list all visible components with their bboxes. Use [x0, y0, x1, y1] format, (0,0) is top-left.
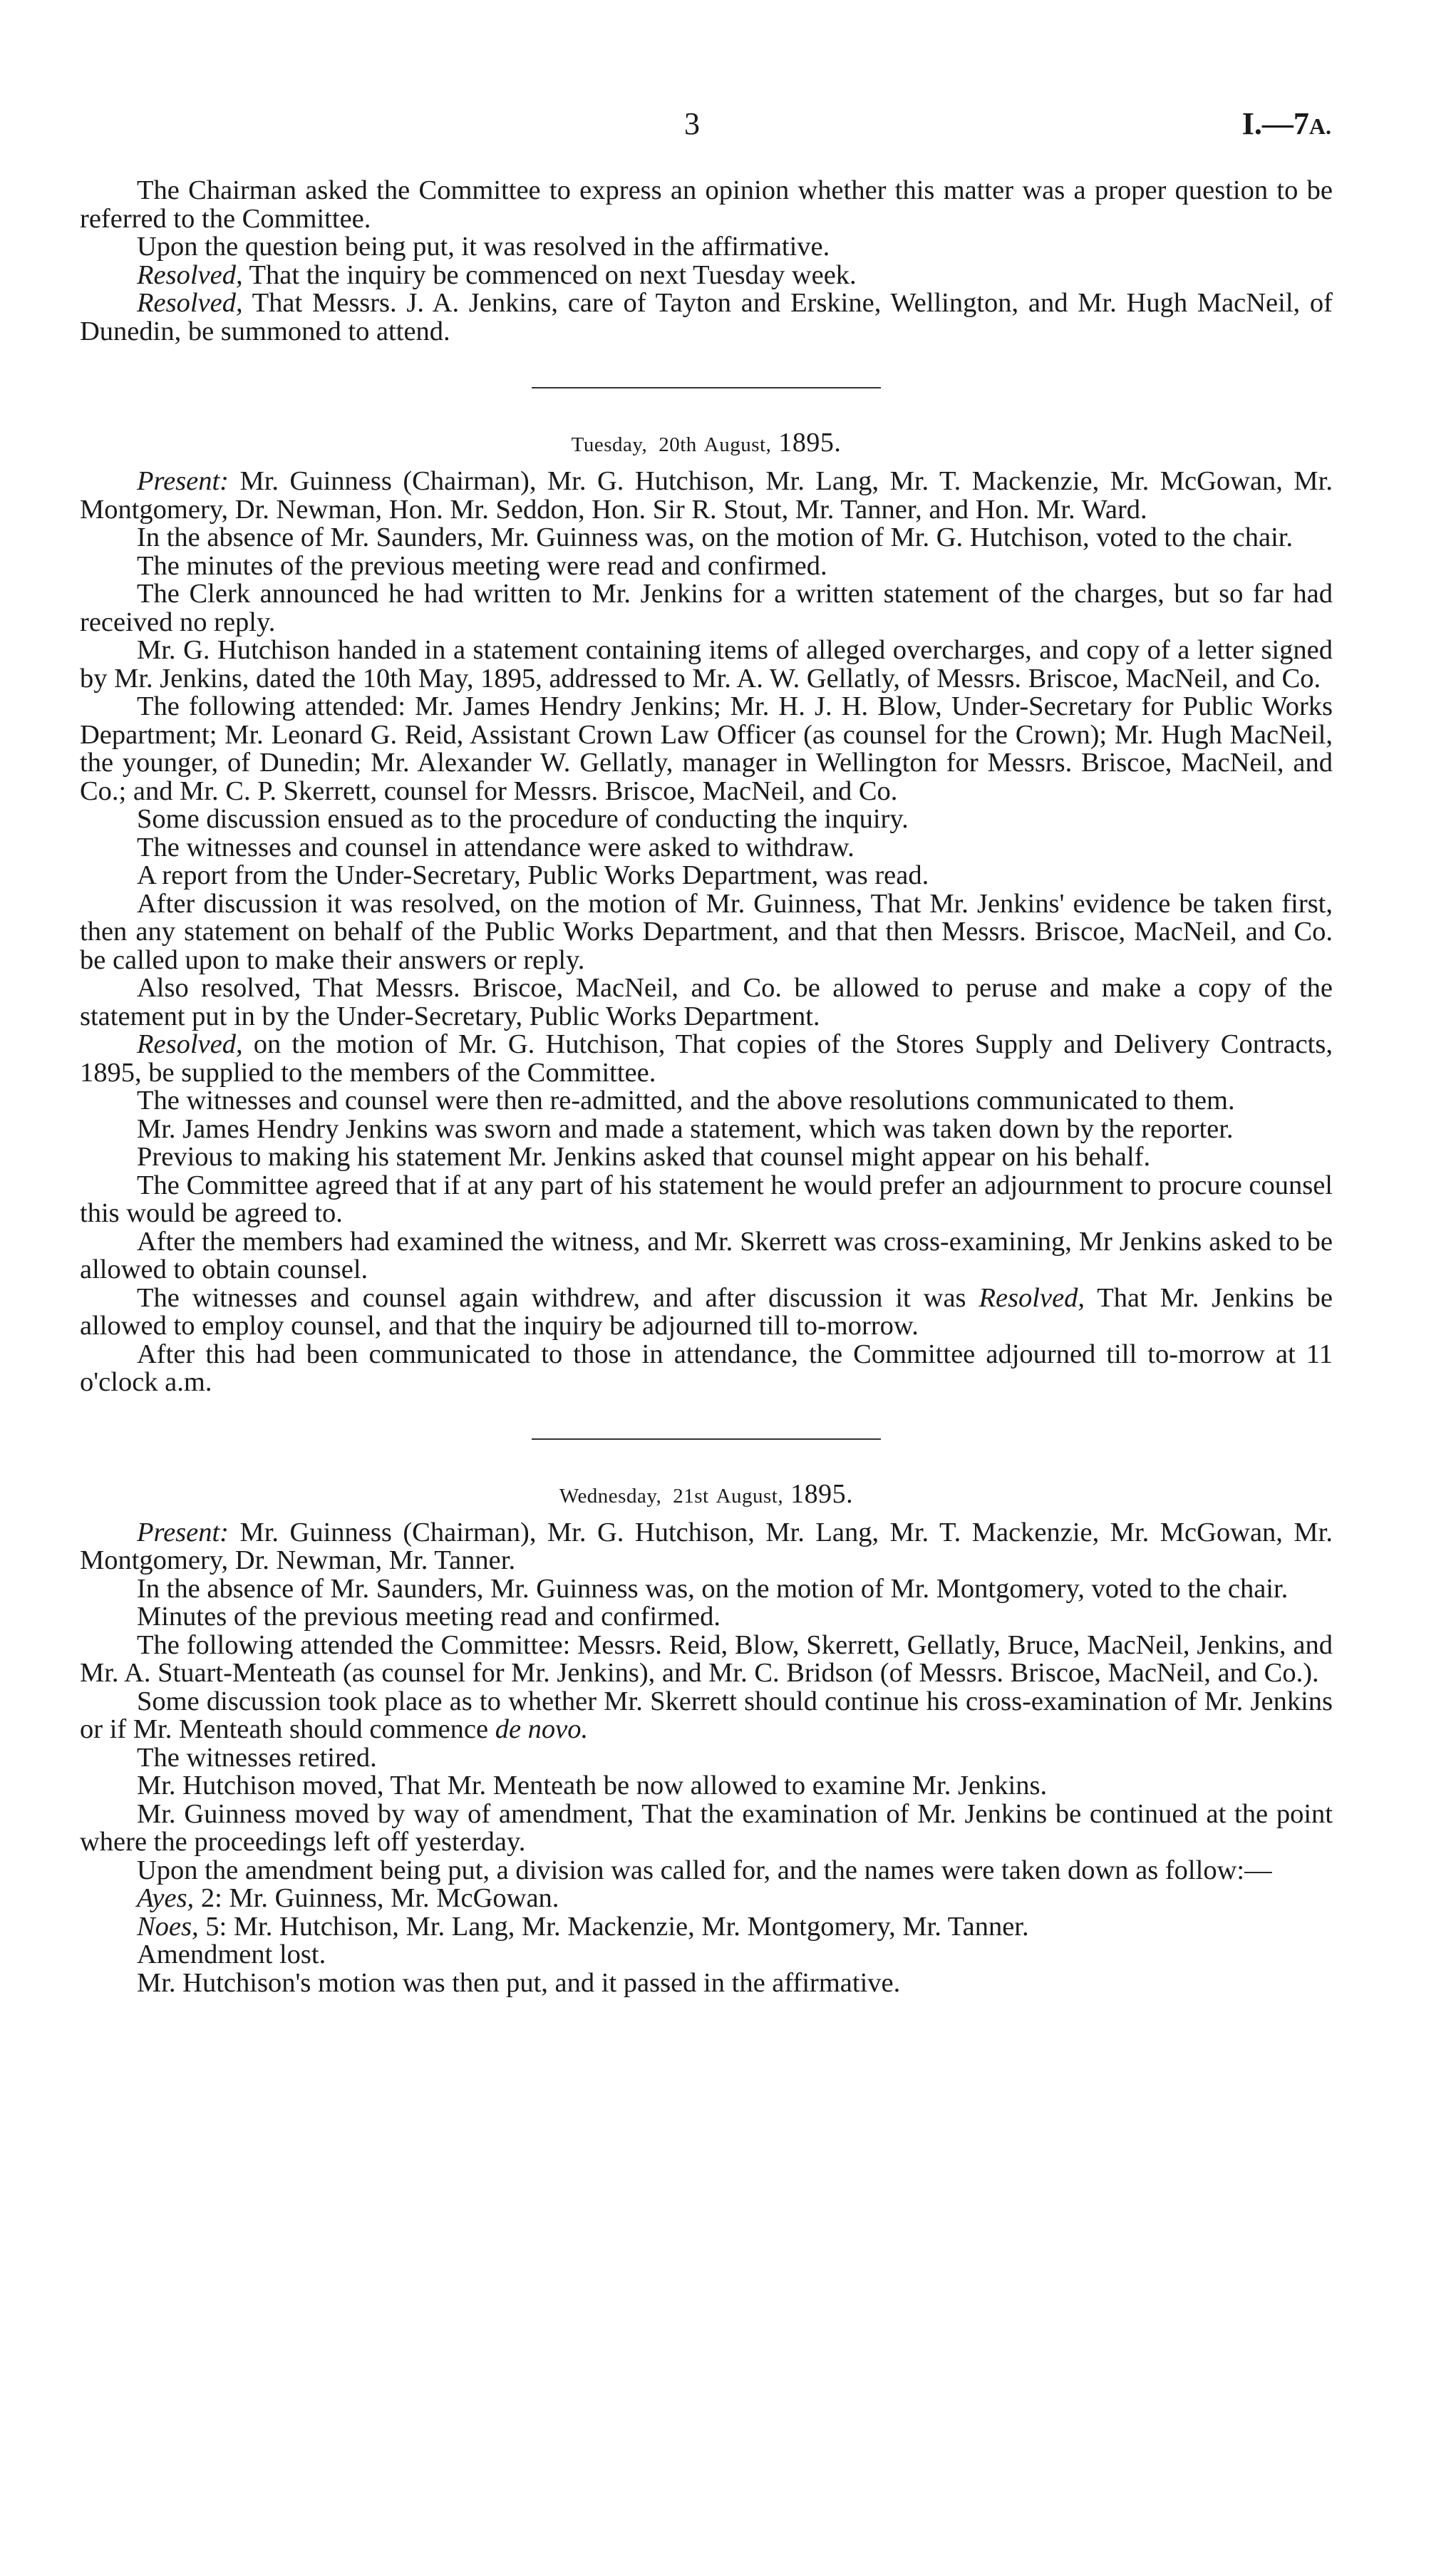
- paragraph: The Chairman asked the Committee to express an opinion whether this matter was a proper question to be referred to the Committee.: [80, 175, 1333, 234]
- section-divider: [532, 387, 881, 388]
- paragraph: The following attended the Committee: Messrs. Reid, Blow, Skerrett, Gellatly, Bruce, MacNeil, Jenkins, and Mr. A. Stuart-Menteath (as counsel for Mr. Jenkins), and Mr. C. Bridson (of Messrs. Briscoe, MacNeil, and Co.).: [80, 1629, 1333, 1688]
- paragraph: Minutes of the previous meeting read and confirmed.: [137, 1602, 721, 1632]
- paragraph: Amendment lost.: [137, 1939, 326, 1969]
- paragraph: Some discussion took place as to whether Mr. Skerrett should continue his cross-examination of Mr. Jenkins or if Mr. Menteath should commence de novo.: [80, 1686, 1333, 1744]
- document-body: [80, 177, 1333, 1997]
- paragraph: After the members had examined the witness, and Mr. Skerrett was cross-examining, Mr Jenkins asked to be allowed to obtain counsel.: [80, 1226, 1333, 1284]
- section-tuesday: [80, 428, 1333, 1397]
- paragraph: The Committee agreed that if at any part of his statement he would prefer an adjournment to procure counsel this would be agreed to.: [80, 1170, 1333, 1228]
- paragraph: Mr. G. Hutchison handed in a statement containing items of alleged overcharges, and copy of a letter signed by Mr. Jenkins, dated the 10th May, 1895, addressed to Mr. A. W. Gellatly, of Messrs. Briscoe, MacNeil, and Co.: [80, 635, 1333, 694]
- paragraph: The following attended: Mr. James Hendry Jenkins; Mr. H. J. H. Blow, Under-Secretary for Public Works Department; Mr. Leonard G. Reid, Assistant Crown Law Officer (as counsel for the Crown); Mr. Hugh MacNeil, the younger, of Dunedin; Mr. Alexander W. Gellatly, manager in Wellington for Messrs. Briscoe, MacNeil, and Co.; and Mr. C. P. Skerrett, counsel for Messrs. Briscoe, MacNeil, and Co.: [80, 691, 1333, 806]
- paragraph: Mr. James Hendry Jenkins was sworn and made a statement, which was taken down by the reporter.: [137, 1113, 1234, 1144]
- paragraph: Also resolved, That Messrs. Briscoe, MacNeil, and Co. be allowed to peruse and make a copy of the statement put in by the Under-Secretary, Public Works Department.: [80, 973, 1333, 1031]
- paragraph: Mr. Guinness moved by way of amendment, That the examination of Mr. Jenkins be continued at the point where the proceedings left off yesterday.: [80, 1798, 1333, 1857]
- paragraph: After this had been communicated to those in attendance, the Committee adjourned till to-morrow at 11 o'clock a.m.: [80, 1339, 1333, 1397]
- section-date-heading: Wednesday, 21st August, 1895.: [559, 1478, 854, 1509]
- italic-term: Resolved,: [137, 1029, 243, 1059]
- vote-noes: Noes, 5: Mr. Hutchison, Mr. Lang, Mr. Mackenzie, Mr. Montgomery, Mr. Tanner.: [137, 1911, 1029, 1942]
- paragraph: A report from the Under-Secretary, Public Works Department, was read.: [137, 860, 929, 890]
- paragraph: Resolved, That Messrs. J. A. Jenkins, care of Tayton and Erskine, Wellington, and Mr. Hugh MacNeil, of Dunedin, be summoned to attend.: [80, 288, 1333, 346]
- italic-term: Noes,: [137, 1911, 199, 1942]
- italic-term: Resolved,: [137, 259, 243, 290]
- italic-term: Ayes,: [137, 1883, 195, 1913]
- italic-term: Present:: [137, 466, 229, 496]
- section-opening: [80, 177, 1333, 346]
- paragraph: The witnesses retired.: [137, 1742, 377, 1773]
- paragraph: The witnesses and counsel again withdrew, and after discussion it was Resolved, That Mr. Jenkins be allowed to employ counsel, and that the inquiry be adjourned till to-morrow.: [80, 1282, 1333, 1341]
- page-number: 3: [684, 106, 700, 141]
- paragraph: After discussion it was resolved, on the motion of Mr. Guinness, That Mr. Jenkins' evidence be taken first, then any statement on behalf of the Public Works Department, and that then Messrs. Briscoe, MacNeil, and Co. be called upon to make their answers or reply.: [80, 888, 1333, 975]
- paragraph: Some discussion ensued as to the procedure of conducting the inquiry.: [137, 804, 909, 834]
- section-date-heading: Tuesday, 20th August, 1895.: [571, 428, 842, 458]
- vote-ayes: Ayes, 2: Mr. Guinness, Mr. McGowan.: [137, 1883, 559, 1913]
- paragraph: In the absence of Mr. Saunders, Mr. Guinness was, on the motion of Mr. G. Hutchison, voted to the chair.: [137, 522, 1294, 552]
- italic-term: Resolved,: [137, 288, 243, 318]
- paragraph: Previous to making his statement Mr. Jenkins asked that counsel might appear on his behalf.: [137, 1142, 1151, 1172]
- paragraph: The Clerk announced he had written to Mr. Jenkins for a written statement of the charges, but so far had received no reply.: [80, 579, 1333, 637]
- paragraph: In the absence of Mr. Saunders, Mr. Guinness was, on the motion of Mr. Montgomery, voted to the chair.: [137, 1573, 1289, 1604]
- present-paragraph: Present: Mr. Guinness (Chairman), Mr. G. Hutchison, Mr. Lang, Mr. T. Mackenzie, Mr. McGowan, Mr. Montgomery, Dr. Newman, Hon. Mr. Seddon, Hon. Sir R. Stout, Mr. Tanner, and Hon. Mr. Ward.: [80, 466, 1333, 525]
- document-reference: [1242, 105, 1331, 142]
- paragraph: Upon the amendment being put, a division was called for, and the names were taken down as follow:—: [137, 1855, 1272, 1885]
- paragraph: Mr. Hutchison's motion was then put, and it passed in the affirmative.: [137, 1967, 901, 1998]
- paragraph: Resolved, on the motion of Mr. G. Hutchison, That copies of the Stores Supply and Delivery Contracts, 1895, be supplied to the members of the Committee.: [80, 1029, 1333, 1088]
- document-reference-suffix: A.: [1308, 113, 1331, 139]
- document-reference-main: I.—7: [1241, 106, 1309, 141]
- page-header: [0, 105, 1456, 148]
- section-divider: [532, 1438, 881, 1440]
- italic-term: Present:: [137, 1517, 229, 1547]
- paragraph: The witnesses and counsel were then re-admitted, and the above resolutions communicated to them.: [137, 1086, 1235, 1116]
- paragraph: The witnesses and counsel in attendance were asked to withdraw.: [137, 832, 855, 862]
- italic-term: Resolved,: [979, 1282, 1085, 1313]
- section-wednesday: [80, 1480, 1333, 1998]
- paragraph: The minutes of the previous meeting were read and confirmed.: [137, 550, 827, 581]
- paragraph: Mr. Hutchison moved, That Mr. Menteath be now allowed to examine Mr. Jenkins.: [137, 1771, 1048, 1800]
- paragraph: Resolved, That the inquiry be commenced on next Tuesday week.: [137, 259, 857, 290]
- present-paragraph: Present: Mr. Guinness (Chairman), Mr. G. Hutchison, Mr. Lang, Mr. T. Mackenzie, Mr. McGowan, Mr. Montgomery, Dr. Newman, Mr. Tanner.: [80, 1517, 1333, 1575]
- italic-term: de novo.: [495, 1714, 589, 1744]
- paragraph: Upon the question being put, it was resolved in the affirmative.: [137, 232, 830, 262]
